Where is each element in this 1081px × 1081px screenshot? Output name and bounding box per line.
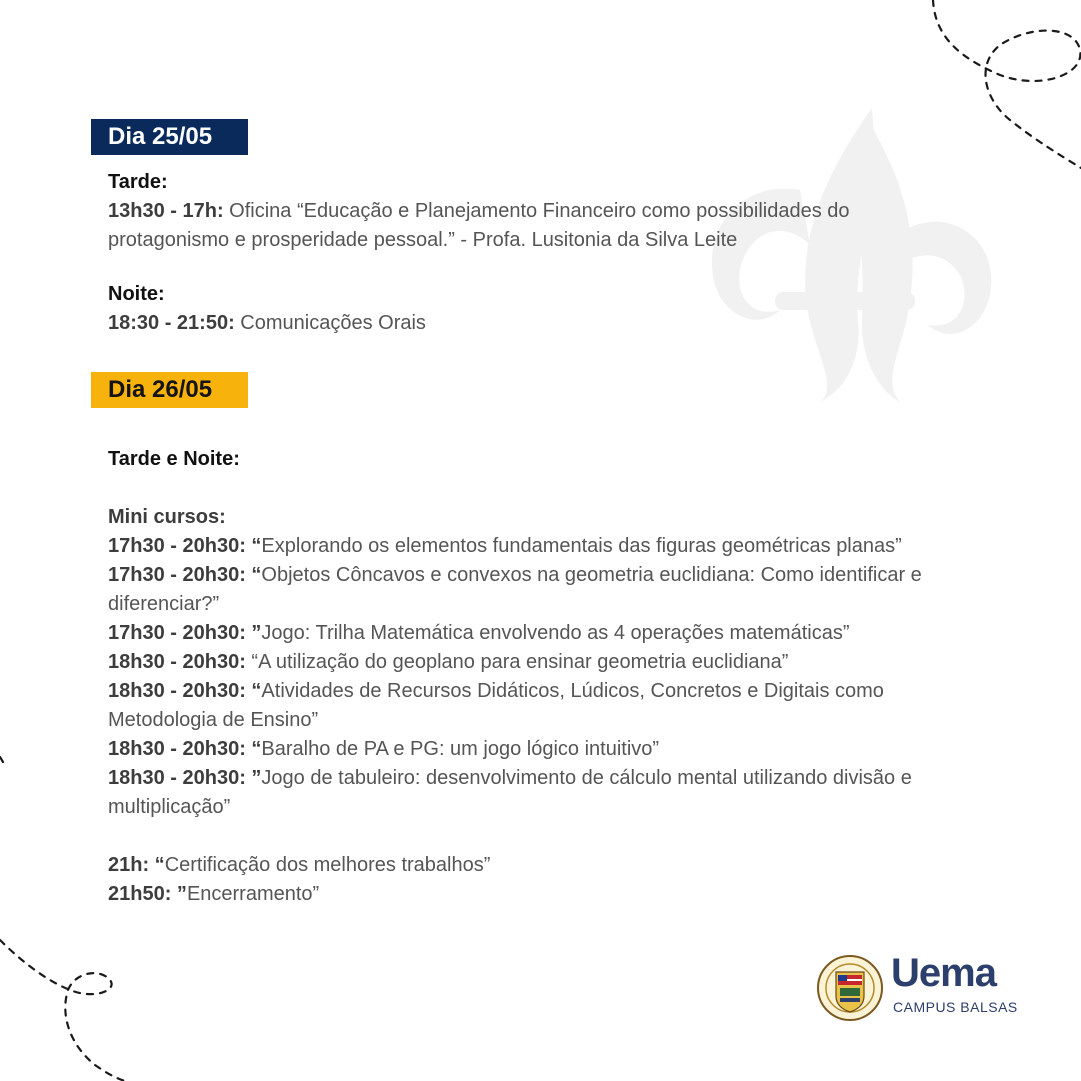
list-item	[108, 764, 1018, 822]
afternoon-entry	[108, 197, 958, 255]
list-item	[108, 851, 1038, 880]
day-badge-26-05: Dia 26/05	[91, 372, 248, 408]
list-item	[108, 561, 1018, 619]
entry-text: Atividades de Recursos Didáticos, Lúdicos, Concretos e Digitais como Metodologia de Ensino”	[108, 680, 884, 731]
list-item	[108, 532, 1038, 561]
list-item	[108, 648, 1038, 677]
entry-time: 17h30 - 20h30: “	[108, 535, 262, 557]
list-item	[108, 735, 1038, 764]
dashed-curve-bottom-left	[0, 940, 125, 1081]
entry-time: 18h30 - 20h30: ”	[108, 767, 262, 789]
afternoon-label: Tarde:	[108, 171, 168, 193]
university-seal-icon	[816, 948, 884, 1028]
entry-time: 18h30 - 20h30: “	[108, 680, 262, 702]
section-label: Tarde e Noite:	[108, 448, 240, 470]
entry-time: 18:30 - 21:50:	[108, 312, 235, 334]
entry-text: Baralho de PA e PG: um jogo lógico intuitivo”	[261, 738, 660, 760]
entry-text: Jogo de tabuleiro: desenvolvimento de cálculo mental utilizando divisão e multiplicação”	[108, 767, 912, 818]
entry-time: 17h30 - 20h30: “	[108, 564, 262, 586]
campus-name: CAMPUS BALSAS	[893, 999, 1018, 1015]
entry-text: Explorando os elementos fundamentais das figuras geométricas planas”	[261, 535, 902, 557]
day-badge-25-05: Dia 25/05	[91, 119, 248, 155]
entry-time: 13h30 - 17h:	[108, 200, 224, 222]
night-entry	[108, 309, 1038, 338]
dashed-curve-top-right	[933, 0, 1081, 168]
day1-schedule	[108, 168, 1038, 338]
list-item	[108, 619, 1038, 648]
entry-time: 18h30 - 20h30: “	[108, 738, 262, 760]
entry-time: 17h30 - 20h30: ”	[108, 622, 262, 644]
brand-name: Uema	[891, 951, 996, 995]
entry-text: Comunicações Orais	[234, 312, 426, 334]
entry-text: Objetos Côncavos e convexos na geometria euclidiana: Como identificar e diferenciar?”	[108, 564, 922, 615]
day2-schedule	[108, 445, 1038, 909]
entry-time: 21h: “	[108, 854, 165, 876]
list-item	[108, 677, 978, 735]
list-item	[108, 880, 1038, 909]
night-label: Noite:	[108, 283, 165, 305]
entry-text: Certificação dos melhores trabalhos”	[164, 854, 491, 876]
courses-label: Mini cursos:	[108, 506, 226, 528]
entry-text: Encerramento”	[186, 883, 320, 905]
entry-text: Jogo: Trilha Matemática envolvendo as 4 operações matemáticas”	[261, 622, 850, 644]
entry-time: 18h30 - 20h30:	[108, 651, 252, 673]
entry-time: 21h50: ”	[108, 883, 187, 905]
dashed-mark-left	[0, 757, 3, 762]
entry-text: “A utilização do geoplano para ensinar geometria euclidiana”	[251, 651, 789, 673]
entry-text: Oficina “Educação e Planejamento Financeiro como possibilidades do protagonismo e prosperidade pessoal.” - Profa. Lusitonia da Silva Leite	[108, 200, 850, 251]
